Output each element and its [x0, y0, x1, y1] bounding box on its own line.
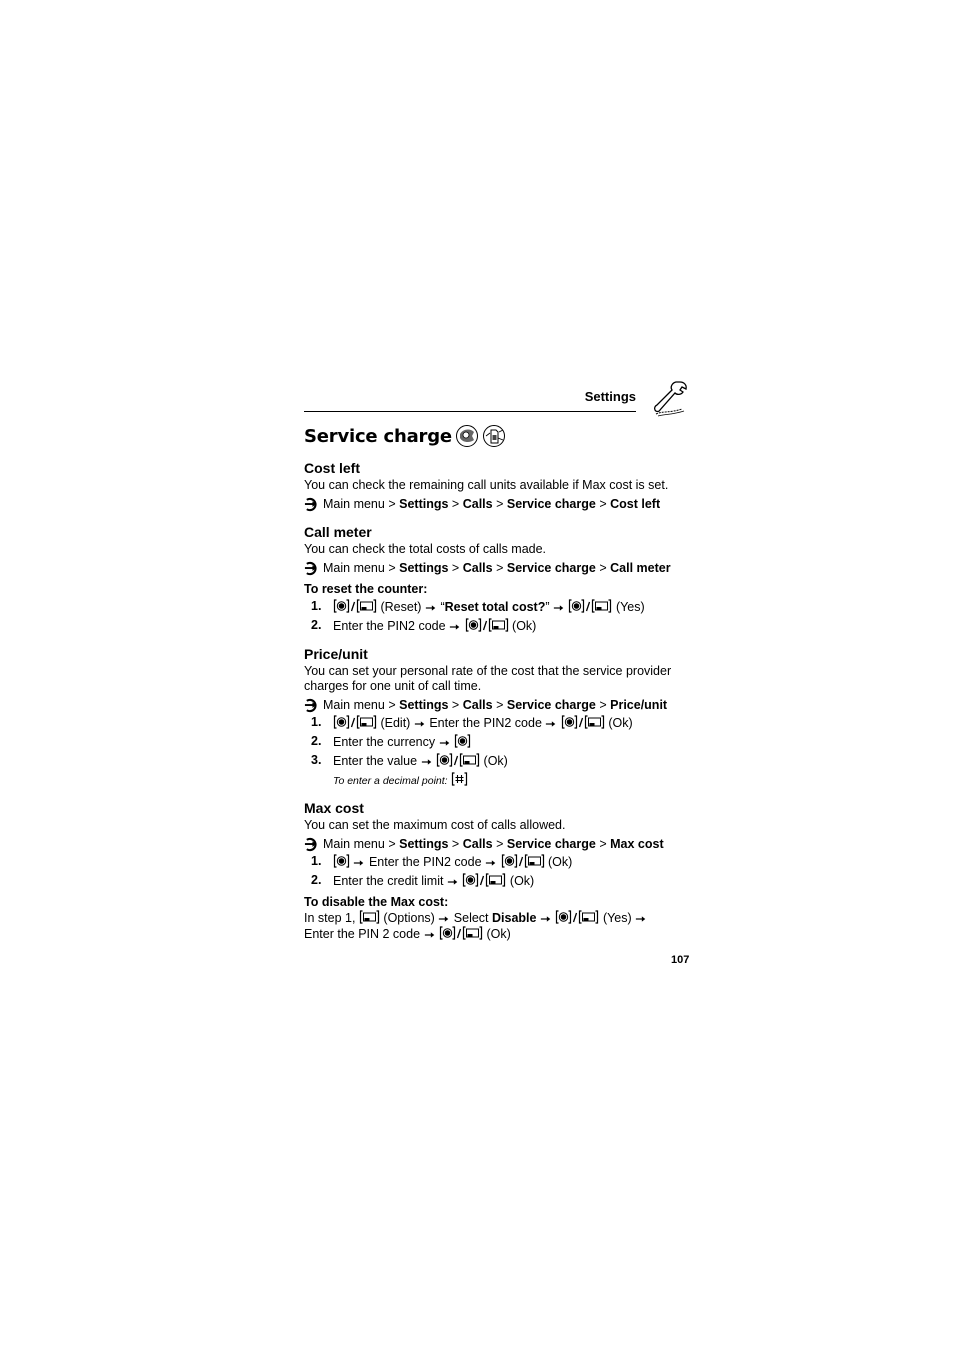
list-item — [304, 618, 694, 634]
path-sep: > — [388, 837, 396, 851]
call-meter-desc: You can check the total costs of calls made. — [304, 542, 547, 556]
step-text: Enter the PIN2 code — [333, 619, 446, 633]
decimal-point-note — [333, 772, 694, 788]
softkey-icon — [359, 910, 380, 924]
step-text: Enter the PIN2 code — [368, 855, 482, 869]
step-text: (Yes) — [615, 600, 645, 614]
page-title — [304, 424, 694, 448]
path-service-charge: Service charge — [506, 698, 596, 712]
go-to-icon — [304, 561, 319, 576]
path-main-menu: Main menu — [323, 698, 385, 712]
sim-dependent-icon — [482, 424, 506, 448]
step-text: (Ok) — [483, 754, 508, 768]
path-sep: > — [496, 837, 504, 851]
reset-counter-subheading: To reset the counter: — [304, 582, 428, 596]
arrow-right-icon — [421, 757, 433, 767]
path-sep: > — [451, 561, 460, 575]
path-calls: Calls — [462, 837, 493, 851]
price-unit-heading: Price/unit — [304, 646, 368, 662]
step-number: 3. — [311, 753, 322, 767]
softkey-icon — [356, 715, 377, 729]
quote-close: ” — [545, 600, 550, 614]
go-to-icon — [304, 497, 319, 512]
step-number: 2. — [311, 873, 322, 887]
page-number: 107 — [671, 954, 690, 966]
path-sep: > — [599, 698, 607, 712]
ok-key-icon — [462, 873, 479, 887]
page-header — [304, 380, 636, 412]
softkey-icon — [356, 599, 377, 613]
step-text: (Edit) — [380, 716, 411, 730]
list-item — [304, 599, 694, 615]
softkey-icon — [488, 618, 509, 632]
ok-key-icon — [333, 715, 350, 729]
path-settings: Settings — [399, 698, 449, 712]
path-settings: Settings — [399, 837, 449, 851]
path-main-menu: Main menu — [323, 497, 385, 511]
arrow-right-icon — [540, 914, 552, 924]
step-text: In step 1, — [304, 911, 356, 925]
step-text: (Options) — [383, 911, 435, 925]
step-text: (Ok) — [608, 716, 633, 730]
path-sep: > — [496, 561, 504, 575]
arrow-right-icon — [425, 603, 437, 613]
arrow-right-icon — [553, 603, 565, 613]
wrench-icon — [652, 380, 688, 420]
network-service-icon — [455, 424, 479, 448]
arrow-right-icon — [449, 622, 461, 632]
max-cost-steps — [304, 854, 694, 889]
path-cost-left: Cost left — [610, 497, 661, 511]
price-unit-desc: You can set your personal rate of the cost that the service provider charges for one unit of call time. — [304, 664, 672, 693]
ok-key-icon — [439, 926, 456, 940]
ok-key-icon — [501, 854, 518, 868]
path-sep: > — [451, 497, 460, 511]
softkey-icon — [485, 873, 506, 887]
ok-key-icon — [568, 599, 585, 613]
arrow-right-icon — [439, 738, 451, 748]
path-settings: Settings — [399, 497, 449, 511]
step-text: (Ok) — [486, 927, 511, 941]
step-text-bold: Reset total cost? — [444, 600, 546, 614]
cost-left-menu-path — [304, 497, 694, 512]
path-sep: > — [496, 497, 504, 511]
softkey-icon — [459, 753, 480, 767]
path-sep: > — [451, 698, 460, 712]
max-cost-heading: Max cost — [304, 800, 364, 816]
ok-key-icon — [465, 618, 482, 632]
step-text: (Reset) — [380, 600, 422, 614]
step-text: (Ok) — [548, 855, 573, 869]
path-call-meter: Call meter — [610, 561, 671, 575]
go-to-icon — [304, 698, 319, 713]
note-text: To enter a decimal point: — [333, 775, 448, 787]
arrow-right-icon — [353, 858, 365, 868]
hash-key-icon — [451, 772, 468, 786]
arrow-right-icon — [414, 719, 426, 729]
arrow-right-icon — [635, 914, 647, 924]
ok-key-icon — [333, 854, 350, 868]
price-unit-steps — [304, 715, 694, 769]
path-sep: > — [388, 497, 396, 511]
max-cost-desc: You can set the maximum cost of calls allowed. — [304, 818, 566, 832]
path-sep: > — [388, 698, 396, 712]
cost-left-heading: Cost left — [304, 460, 360, 476]
step-text: Enter the credit limit — [333, 874, 444, 888]
list-item — [304, 873, 694, 889]
path-service-charge: Service charge — [506, 837, 596, 851]
arrow-right-icon — [424, 930, 436, 940]
path-calls: Calls — [462, 561, 493, 575]
step-number: 1. — [311, 599, 322, 613]
path-calls: Calls — [462, 497, 493, 511]
go-to-icon — [304, 837, 319, 852]
path-price-unit: Price/unit — [610, 698, 668, 712]
path-main-menu: Main menu — [323, 561, 385, 575]
arrow-right-icon — [545, 719, 557, 729]
path-service-charge: Service charge — [506, 497, 596, 511]
manual-page — [304, 380, 694, 942]
path-main-menu: Main menu — [323, 837, 385, 851]
arrow-right-icon — [485, 858, 497, 868]
step-text: (Ok) — [512, 619, 537, 633]
step-number: 2. — [311, 734, 322, 748]
call-meter-menu-path — [304, 561, 694, 576]
ok-key-icon — [436, 753, 453, 767]
step-number: 1. — [311, 715, 322, 729]
softkey-icon — [591, 599, 612, 613]
list-item — [304, 715, 694, 731]
path-sep: > — [599, 837, 607, 851]
page-title-text: Service charge — [304, 425, 452, 447]
cost-left-desc: You can check the remaining call units available if Max cost is set. — [304, 478, 669, 492]
step-text: Enter the PIN 2 code — [304, 927, 421, 941]
step-text: Enter the value — [333, 754, 418, 768]
list-item — [304, 734, 694, 750]
softkey-icon — [584, 715, 605, 729]
path-settings: Settings — [399, 561, 449, 575]
max-cost-menu-path — [304, 837, 694, 852]
path-calls: Calls — [462, 698, 493, 712]
ok-key-icon — [454, 734, 471, 748]
quote-open: “ — [440, 600, 445, 614]
softkey-icon — [524, 854, 545, 868]
step-text: (Yes) — [602, 911, 632, 925]
arrow-right-icon — [447, 877, 459, 887]
step-text: Enter the currency — [333, 735, 436, 749]
section-label: Settings — [584, 389, 636, 404]
step-number: 1. — [311, 854, 322, 868]
ok-key-icon — [561, 715, 578, 729]
disable-max-cost-line-2 — [304, 926, 694, 942]
path-sep: > — [599, 561, 607, 575]
price-unit-menu-path — [304, 698, 694, 713]
softkey-icon — [462, 926, 483, 940]
step-text: Enter the PIN2 code — [429, 716, 542, 730]
path-sep: > — [451, 837, 460, 851]
step-text-bold: Disable — [492, 911, 537, 925]
path-max-cost: Max cost — [610, 837, 664, 851]
softkey-icon — [578, 910, 599, 924]
disable-max-cost-subheading: To disable the Max cost: — [304, 895, 449, 909]
ok-key-icon — [333, 599, 350, 613]
step-text: (Ok) — [509, 874, 535, 888]
arrow-right-icon — [438, 914, 450, 924]
reset-counter-steps — [304, 599, 694, 634]
step-text: Select — [453, 911, 489, 925]
path-sep: > — [388, 561, 396, 575]
path-service-charge: Service charge — [506, 561, 596, 575]
path-sep: > — [599, 497, 607, 511]
disable-max-cost-line-1 — [304, 910, 694, 926]
ok-key-icon — [555, 910, 572, 924]
list-item — [304, 753, 694, 769]
call-meter-heading: Call meter — [304, 524, 372, 540]
path-sep: > — [496, 698, 504, 712]
list-item — [304, 854, 694, 870]
step-number: 2. — [311, 618, 322, 632]
